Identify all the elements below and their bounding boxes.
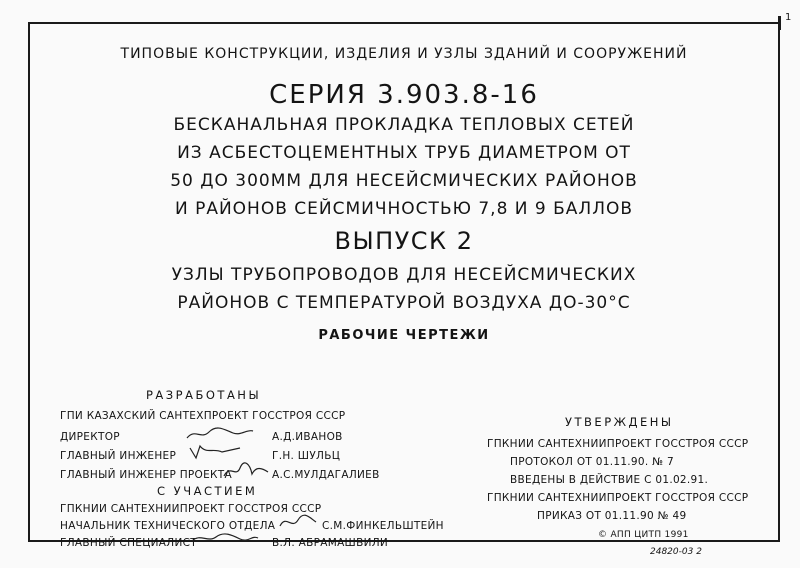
signature-chief-engineer [188, 442, 248, 462]
name-director: А.Д.ИВАНОВ [272, 431, 343, 443]
developed-heading: РАЗРАБОТАНЫ [146, 388, 262, 402]
working-drawings-label: РАБОЧИЕ ЧЕРТЕЖИ [318, 328, 490, 343]
series-title: СЕРИЯ 3.903.8-16 [269, 80, 539, 110]
role-tech-dept-head: НАЧАЛЬНИК ТЕХНИЧЕСКОГО ОТДЕЛА [60, 520, 276, 532]
approved-line-3: ВВЕДЕНЫ В ДЕЙСТВИЕ С 01.02.91. [510, 474, 709, 486]
role-chief-engineer: ГЛАВНЫЙ ИНЖЕНЕР [60, 450, 177, 462]
approved-line-5: ПРИКАЗ ОТ 01.11.90 № 49 [537, 510, 687, 522]
role-chief-project-engineer: ГЛАВНЫЙ ИНЖЕНЕР ПРОЕКТА [60, 469, 233, 481]
page-number: 1 [785, 12, 792, 23]
description-line-4: И РАЙОНОВ СЕЙСМИЧНОСТЬЮ 7,8 И 9 БАЛЛОВ [174, 199, 634, 219]
name-chief-specialist: В.Л. АБРАМАШВИЛИ [272, 537, 389, 549]
signature-chief-project-engineer [222, 460, 270, 482]
approved-line-4: ГПКНИИ САНТЕХНИИПРОЕКТ ГОССТРОЯ СССР [487, 492, 749, 504]
approved-line-2: ПРОТОКОЛ ОТ 01.11.90. № 7 [510, 456, 675, 468]
name-tech-dept-head: С.М.ФИНКЕЛЬШТЕЙН [322, 520, 444, 532]
signature-tech-dept-head [278, 512, 318, 532]
description-line-3: 50 ДО 300ММ ДЛЯ НЕСЕЙСМИЧЕСКИХ РАЙОНОВ [170, 171, 638, 191]
subtitle-line-1: УЗЛЫ ТРУБОПРОВОДОВ ДЛЯ НЕСЕЙСМИЧЕСКИХ [171, 265, 637, 285]
approved-line-1: ГПКНИИ САНТЕХНИИПРОЕКТ ГОССТРОЯ СССР [487, 438, 749, 450]
name-chief-project-engineer: А.С.МУЛДАГАЛИЕВ [272, 469, 380, 481]
participant-org: ГПКНИИ САНТЕХНИИПРОЕКТ ГОССТРОЯ СССР [60, 503, 322, 515]
role-chief-specialist: ГЛАВНЫЙ СПЕЦИАЛИСТ [60, 537, 197, 549]
role-director: ДИРЕКТОР [60, 431, 120, 443]
copyright: © АПП ЦИТП 1991 [598, 530, 689, 540]
name-chief-engineer: Г.Н. ШУЛЬЦ [272, 450, 341, 462]
description-line-2: ИЗ АСБЕСТОЦЕМЕНТНЫХ ТРУБ ДИАМЕТРОМ ОТ [177, 143, 631, 163]
developer-org: ГПИ КАЗАХСКИЙ САНТЕХПРОЕКТ ГОССТРОЯ СССР [60, 410, 346, 422]
description-line-1: БЕСКАНАЛЬНАЯ ПРОКЛАДКА ТЕПЛОВЫХ СЕТЕЙ [173, 115, 635, 135]
signature-director [185, 424, 255, 444]
frame-tick [778, 16, 781, 30]
participation-heading: С УЧАСТИЕМ [157, 484, 258, 498]
document-number: 24820-03 2 [650, 547, 702, 557]
title-line-1: ТИПОВЫЕ КОНСТРУКЦИИ, ИЗДЕЛИЯ И УЗЛЫ ЗДАНИЙ И СООРУЖЕНИЙ [120, 46, 688, 62]
subtitle-line-2: РАЙОНОВ С ТЕМПЕРАТУРОЙ ВОЗДУХА ДО-30°С [177, 293, 631, 313]
issue-title: ВЫПУСК 2 [334, 227, 474, 255]
signature-chief-specialist [190, 529, 260, 547]
approved-heading: УТВЕРЖДЕНЫ [565, 415, 674, 429]
